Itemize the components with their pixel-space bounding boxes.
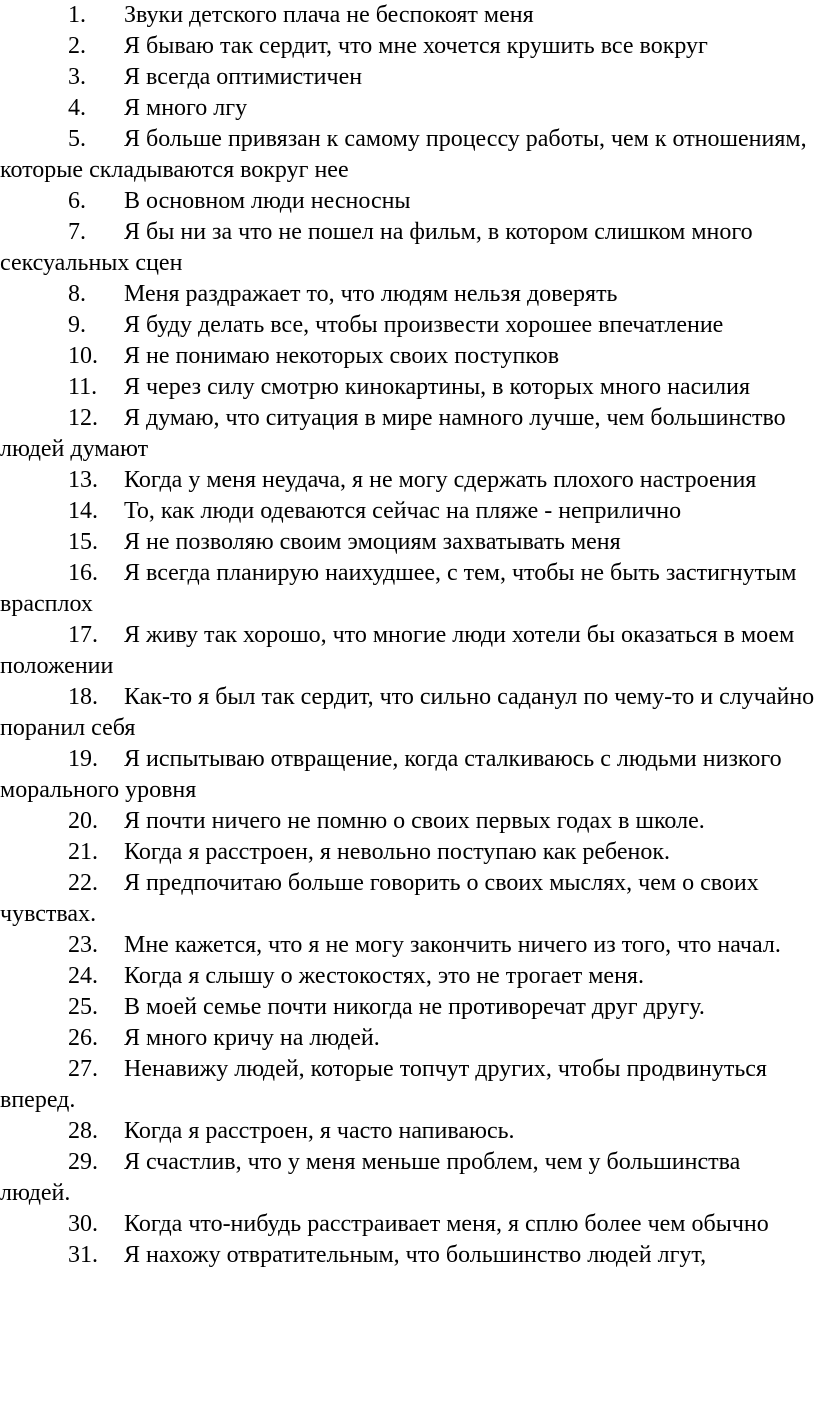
item-number: 15. (68, 529, 98, 555)
item-text: В основном люди несносны (124, 188, 411, 214)
item-number: 28. (68, 1118, 98, 1144)
list-item (0, 217, 816, 279)
list-item (0, 62, 816, 93)
item-text: Я бы ни за что не пошел на фильм, в котором слишком много сексуальных сцен (0, 219, 753, 276)
item-text: Когда что-нибудь расстраивает меня, я сплю более чем обычно (124, 1211, 769, 1237)
item-number: 4. (68, 95, 86, 121)
item-number: 5. (68, 126, 86, 152)
list-item (0, 186, 816, 217)
item-text: Когда я слышу о жестокостях, это не трогает меня. (124, 963, 644, 989)
item-text: Я испытываю отвращение, когда сталкиваюсь с людьми низкого морального уровня (0, 746, 782, 803)
item-text: Я через силу смотрю кинокартины, в которых много насилия (124, 374, 751, 400)
item-text: Я бываю так сердит, что мне хочется крушить все вокруг (124, 33, 708, 59)
list-item (0, 1147, 816, 1209)
item-number: 17. (68, 622, 98, 648)
item-number: 10. (68, 343, 98, 369)
item-text: Я не позволяю своим эмоциям захватывать меня (124, 529, 621, 555)
item-text: Я живу так хорошо, что многие люди хотели бы оказаться в моем положении (0, 622, 795, 679)
list-item (0, 1240, 816, 1271)
item-text: Мне кажется, что я не могу закончить ничего из того, что начал. (124, 932, 781, 958)
list-item (0, 527, 816, 558)
item-number: 3. (68, 64, 86, 90)
item-number: 1. (68, 2, 86, 28)
item-text: Звуки детского плача не беспокоят меня (124, 2, 534, 28)
item-number: 23. (68, 932, 98, 958)
list-item (0, 744, 816, 806)
list-item (0, 465, 816, 496)
item-text: Как-то я был так сердит, что сильно саданул по чему-то и случайно поранил себя (0, 684, 815, 741)
item-number: 22. (68, 870, 98, 896)
item-number: 31. (68, 1242, 98, 1268)
item-number: 7. (68, 219, 86, 245)
item-text: Я почти ничего не помню о своих первых годах в школе. (124, 808, 705, 834)
list-item (0, 1209, 816, 1240)
item-text: Я думаю, что ситуация в мире намного лучше, чем большинство людей думают (0, 405, 786, 462)
list-item (0, 403, 816, 465)
item-text: Меня раздражает то, что людям нельзя доверять (124, 281, 618, 307)
item-text: Я счастлив, что у меня меньше проблем, чем у большинства людей. (0, 1149, 741, 1206)
item-number: 21. (68, 839, 98, 865)
list-item (0, 620, 816, 682)
item-number: 11. (68, 374, 98, 400)
item-number: 8. (68, 281, 86, 307)
item-number: 20. (68, 808, 98, 834)
item-text: То, как люди одеваются сейчас на пляже - неприлично (124, 498, 682, 524)
item-number: 19. (68, 746, 98, 772)
list-item (0, 124, 816, 186)
list-item (0, 961, 816, 992)
item-text: Когда я расстроен, я часто напиваюсь. (124, 1118, 515, 1144)
item-number: 6. (68, 188, 86, 214)
list-item (0, 1116, 816, 1147)
item-number: 26. (68, 1025, 98, 1051)
item-number: 12. (68, 405, 98, 431)
item-text: Я всегда планирую наихудшее, с тем, чтобы не быть застигнутым врасплох (0, 560, 797, 617)
item-number: 29. (68, 1149, 98, 1175)
item-number: 30. (68, 1211, 98, 1237)
list-item (0, 0, 816, 31)
item-number: 2. (68, 33, 86, 59)
item-text: Когда я расстроен, я невольно поступаю как ребенок. (124, 839, 671, 865)
item-number: 14. (68, 498, 98, 524)
item-number: 16. (68, 560, 98, 586)
list-item (0, 341, 816, 372)
list-item (0, 93, 816, 124)
item-number: 24. (68, 963, 98, 989)
list-item (0, 496, 816, 527)
list-item (0, 682, 816, 744)
item-text: Я нахожу отвратительным, что большинство людей лгут, (124, 1242, 707, 1268)
list-item (0, 31, 816, 62)
item-text: Я не понимаю некоторых своих поступков (124, 343, 560, 369)
item-text: Ненавижу людей, которые топчут других, чтобы продвинуться вперед. (0, 1056, 767, 1113)
list-item (0, 837, 816, 868)
item-text: Я всегда оптимистичен (124, 64, 363, 90)
item-number: 25. (68, 994, 98, 1020)
list-item (0, 558, 816, 620)
item-number: 27. (68, 1056, 98, 1082)
item-text: Я много кричу на людей. (124, 1025, 380, 1051)
item-text: Когда у меня неудача, я не могу сдержать плохого настроения (124, 467, 757, 493)
list-item (0, 310, 816, 341)
item-text: Я больше привязан к самому процессу работы, чем к отношениям, которые складываются вокруг нее (0, 126, 807, 183)
item-number: 9. (68, 312, 86, 338)
item-text: В моей семье почти никогда не противоречат друг другу. (124, 994, 705, 1020)
list-item (0, 1054, 816, 1116)
item-text: Я предпочитаю больше говорить о своих мыслях, чем о своих чувствах. (0, 870, 759, 927)
list-item (0, 930, 816, 961)
list-item (0, 868, 816, 930)
item-text: Я буду делать все, чтобы произвести хорошее впечатление (124, 312, 724, 338)
list-item (0, 279, 816, 310)
list-item (0, 372, 816, 403)
item-number: 18. (68, 684, 98, 710)
item-text: Я много лгу (124, 95, 248, 121)
list-item (0, 992, 816, 1023)
list-item (0, 806, 816, 837)
list-item (0, 1023, 816, 1054)
item-number: 13. (68, 467, 98, 493)
